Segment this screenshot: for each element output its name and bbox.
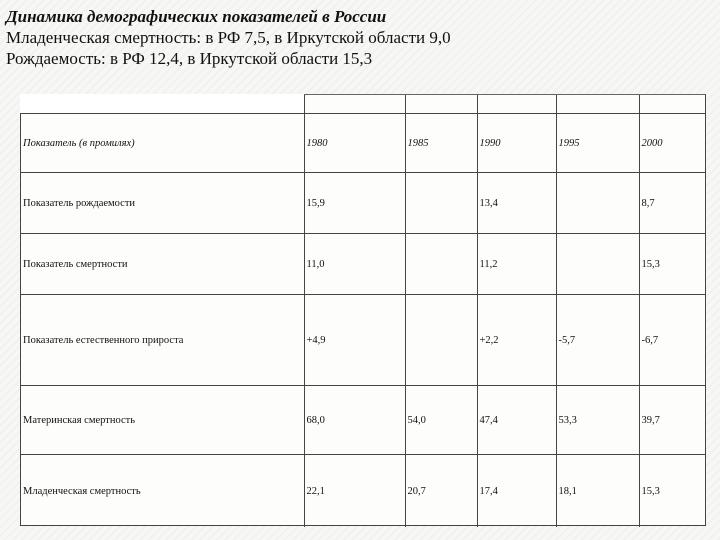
header-year-1985: 1985 (405, 114, 477, 173)
table-cell: +4,9 (304, 295, 405, 386)
column-divider (477, 95, 478, 113)
birth-rate-note: Рождаемость: в РФ 12,4, в Иркутской области 15,3 (6, 49, 373, 68)
table-cell (405, 173, 477, 234)
row-label: Младенческая смертность (21, 455, 304, 528)
row-label: Материнская смертность (21, 386, 304, 455)
header-indicator: Показатель (в промилях) (21, 114, 304, 173)
table-cell: 39,7 (639, 386, 705, 455)
header-year-1980: 1980 (304, 114, 405, 173)
demographics-table-frame (20, 94, 706, 526)
table-row (21, 234, 705, 295)
slide-title: Динамика демографических показателей в России (6, 7, 387, 26)
table-cell: 22,1 (304, 455, 405, 528)
demographics-table (21, 113, 705, 527)
table-cell: 20,7 (405, 455, 477, 528)
table-cell: -5,7 (556, 295, 639, 386)
table-cell: +2,2 (477, 295, 556, 386)
slide-heading (6, 6, 706, 69)
table-cell: 54,0 (405, 386, 477, 455)
table-cell: 13,4 (477, 173, 556, 234)
infant-mortality-note: Младенческая смертность: в РФ 7,5, в Иркутской области 9,0 (6, 28, 451, 47)
table-cell (405, 295, 477, 386)
table-cell: 11,2 (477, 234, 556, 295)
header-year-1990: 1990 (477, 114, 556, 173)
column-divider (405, 95, 406, 113)
table-cell (556, 234, 639, 295)
table-cell: 15,3 (639, 234, 705, 295)
table-cell: 15,9 (304, 173, 405, 234)
table-cell: 11,0 (304, 234, 405, 295)
table-cell: 15,3 (639, 455, 705, 528)
column-divider (639, 95, 640, 113)
column-divider (556, 95, 557, 113)
table-row (21, 386, 705, 455)
table-cell: 68,0 (304, 386, 405, 455)
table-row (21, 295, 705, 386)
table-corner-blank (20, 94, 304, 113)
table-row (21, 173, 705, 234)
table-cell (556, 173, 639, 234)
header-year-2000: 2000 (639, 114, 705, 173)
row-label: Показатель естественного прироста (21, 295, 304, 386)
table-cell (405, 234, 477, 295)
row-label: Показатель смертности (21, 234, 304, 295)
table-cell: 17,4 (477, 455, 556, 528)
table-header-row (21, 114, 705, 173)
row-label: Показатель рождаемости (21, 173, 304, 234)
table-cell: 8,7 (639, 173, 705, 234)
column-divider (304, 95, 305, 113)
table-cell: 18,1 (556, 455, 639, 528)
header-year-1995: 1995 (556, 114, 639, 173)
table-cell: -6,7 (639, 295, 705, 386)
table-cell: 53,3 (556, 386, 639, 455)
table-cell: 47,4 (477, 386, 556, 455)
table-row (21, 455, 705, 528)
